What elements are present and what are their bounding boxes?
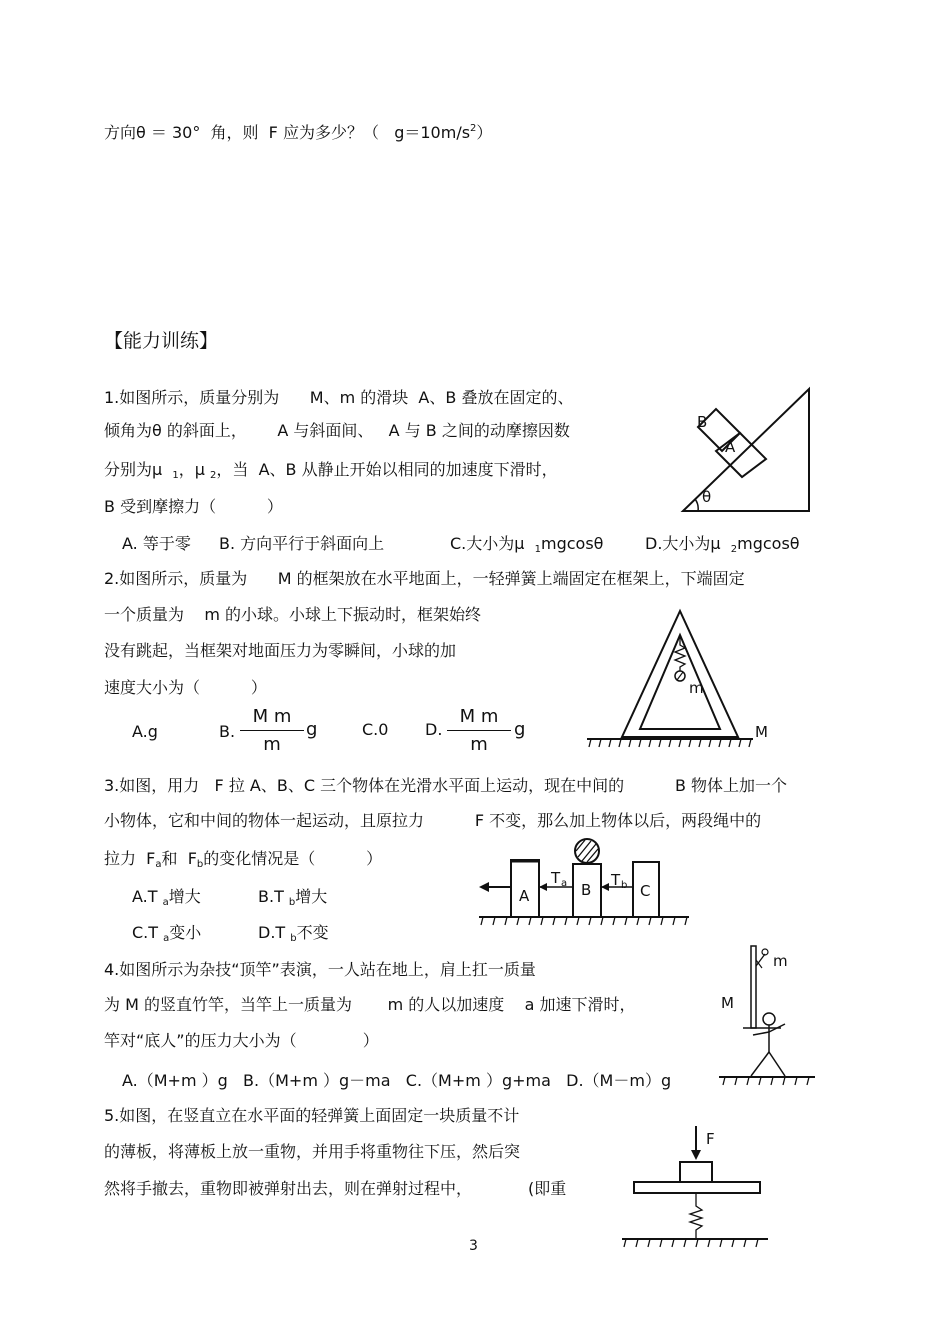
base-person-head: [763, 1013, 775, 1025]
fig4-label-M: M: [721, 994, 734, 1012]
theta-arc: [695, 499, 698, 511]
q2-frame-figure: [585, 605, 785, 750]
fig1-label-a: A: [725, 438, 736, 456]
fig3-label-sub-a: a: [561, 878, 568, 889]
q3-blocks-figure: [475, 835, 695, 930]
q1-option-d: D.大小为μ $_2$mgcosθ: [645, 534, 800, 555]
small-object: [575, 839, 599, 863]
q1-line2: 倾角为θ 的斜面上， A 与斜面间、 A 与 B 之间的动摩擦因数: [104, 421, 570, 440]
q5-spring-figure: [620, 1122, 770, 1254]
frame-inner: [640, 635, 720, 729]
q2-option-b-label: B.: [219, 722, 236, 741]
fig3-label-a: A: [519, 887, 530, 905]
weight-block: [680, 1162, 712, 1182]
q2-option-a: A.g: [132, 722, 158, 741]
q1-option-a: A. 等于零: [122, 534, 191, 553]
q5-line3: 然将手撤去，重物即被弹射出去，则在弹射过程中， (即重: [104, 1179, 567, 1198]
fig3-label-sub-b: b: [621, 880, 628, 891]
ground-hatching: [589, 739, 751, 747]
q2-option-d-label: D.: [425, 720, 443, 739]
pole: [751, 946, 756, 1028]
spring: [690, 1193, 702, 1238]
fig3-label-b: B: [581, 881, 592, 899]
q3-option-d: D.T $_b$不变: [258, 923, 329, 944]
frame-outer: [622, 611, 738, 737]
fig2-label-m: m: [689, 679, 704, 697]
q1-line4: B 受到摩擦力（ ）: [104, 497, 283, 516]
q1-incline-figure: [680, 385, 815, 515]
q3-line3: 拉力 $F_a$和 $F_b$的变化情况是（ ）: [104, 849, 383, 870]
q4-pole-figure: [715, 940, 820, 1088]
fig4-label-m: m: [773, 952, 788, 970]
q3-option-c: C.T $_a$变小: [132, 923, 202, 944]
q2-line2: 一个质量为 m 的小球。小球上下振动时，框架始终: [104, 605, 482, 624]
q4-line3: 竿对“底人”的压力大小为（ ）: [104, 1031, 379, 1050]
q1-option-b: B. 方向平行于斜面向上: [219, 534, 385, 553]
q4-line1: 4.如图所示为杂技“顶竿”表演，一人站在地上，肩上扛一质量: [104, 960, 536, 979]
q5-line2: 的薄板，将薄板上放一重物，并用手将重物往下压，然后突: [104, 1142, 521, 1161]
fig1-label-b: B: [697, 413, 708, 431]
q3-option-a: A.T $_a$增大: [132, 887, 201, 908]
q2-option-b-g: g: [306, 719, 318, 740]
q2-line1: 2.如图所示，质量为 M 的框架放在水平地面上，一轻弹簧上端固定在框架上，下端固定: [104, 569, 745, 588]
q4-options: A.（M+m ）g B.（M+m ）g－ma C.（M+m ）g+ma D.（M－m）g: [122, 1071, 672, 1090]
q5-line1: 5.如图，在竖直立在水平面的轻弹簧上面固定一块质量不计: [104, 1106, 520, 1125]
fig5-label-f: F: [706, 1130, 715, 1148]
q2-line3: 没有跳起，当框架对地面压力为零瞬间，小球的加: [104, 641, 457, 660]
q4-line2: 为 M 的竖直竹竿，当竿上一质量为 m 的人以加速度 a 加速下滑时，: [104, 995, 636, 1014]
q3-line2: 小物体，它和中间的物体一起运动，且原拉力 F 不变，那么加上物体以后，两段绳中的: [104, 811, 762, 830]
top-line: 方向θ ＝ 30° 角，则 F 应为多少？（ $g=10m/s^2$）: [104, 123, 493, 142]
q2-line4: 速度大小为（ ）: [104, 678, 267, 697]
fig3-label-t: T: [551, 869, 561, 887]
q1-line3: 分别为μ $_1$，μ $_2$，当 A、B 从静止开始以相同的加速度下滑时，: [104, 460, 558, 481]
q3-option-b: B.T $_b$增大: [258, 887, 328, 908]
ground-hatching: [481, 917, 687, 925]
section-title: 【能力训练】: [104, 330, 219, 352]
q2-option-d-fraction: $\frac{\text{M m}}{m}$: [447, 704, 511, 759]
ground-hatching: [624, 1239, 758, 1247]
fig3-label-t2: T: [611, 871, 621, 889]
climber-body: [756, 954, 765, 966]
q1-line1: 1.如图所示，质量分别为 M、m 的滑块 A、B 叠放在固定的、: [104, 388, 574, 407]
q2-option-c: C.0: [362, 720, 389, 739]
spring: [675, 635, 685, 671]
fig3-label-c: C: [640, 882, 651, 900]
q2-option-d-g: g: [514, 719, 526, 740]
fig1-label-theta: θ: [702, 488, 712, 506]
page-number: 3: [469, 1238, 478, 1254]
q2-option-b-fraction: $\frac{\text{M m}}{m}$: [240, 704, 304, 759]
q1-option-c: C.大小为μ $_1$mgcosθ: [450, 534, 604, 555]
q3-line1: 3.如图，用力 F 拉 A、B、C 三个物体在光滑水平面上运动，现在中间的 B 物体上加一个: [104, 776, 788, 795]
fig2-label-M: M: [755, 723, 768, 741]
plate: [634, 1182, 760, 1193]
ground-hatching: [723, 1077, 809, 1085]
